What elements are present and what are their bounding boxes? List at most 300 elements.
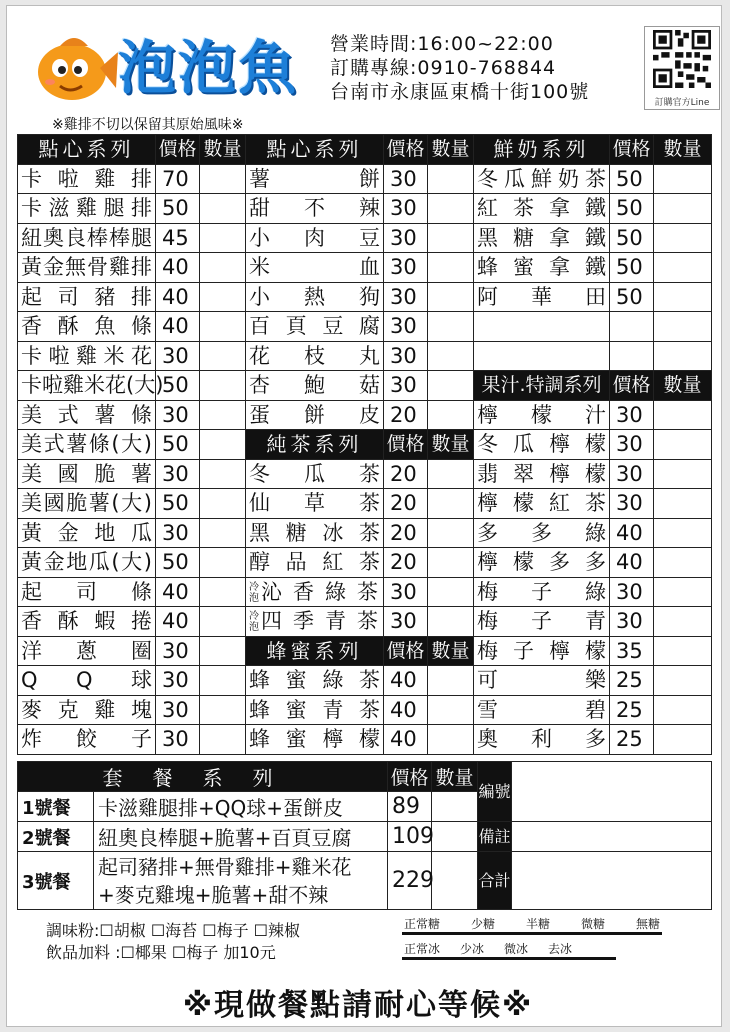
qty-field[interactable] xyxy=(428,164,474,194)
qty-field[interactable] xyxy=(654,253,712,283)
item-name-char: 瓜 xyxy=(504,166,525,191)
item-tag: 冷泡 xyxy=(249,611,259,634)
qty-field[interactable] xyxy=(200,725,246,755)
menu-item-name xyxy=(18,695,156,725)
qty-header: 數量 xyxy=(428,430,474,460)
item-name-char: 檸 xyxy=(549,432,570,457)
item-name-char: 大 xyxy=(134,373,156,398)
menu-item-price: 25 xyxy=(610,666,654,696)
business-hours: 營業時間:16:00~22:00 xyxy=(330,33,554,55)
item-name-text xyxy=(477,253,606,281)
item-name-char: 紅 xyxy=(322,550,344,575)
menu-item-price: 45 xyxy=(156,223,200,253)
menu-item-price: 30 xyxy=(610,430,654,460)
item-name-char: 小 xyxy=(249,284,270,309)
item-name-char: 不 xyxy=(304,196,325,221)
item-name-char: 無 xyxy=(65,255,86,280)
item-name-char: 餅 xyxy=(304,402,325,427)
qty-field[interactable] xyxy=(428,489,474,519)
ice-level-option[interactable]: 少冰 xyxy=(460,942,485,956)
item-name-char: 阿 xyxy=(477,284,498,309)
price-header: 價格 xyxy=(384,430,428,460)
item-name-char: 甜 xyxy=(249,196,270,221)
menu-item-price: 70 xyxy=(156,164,200,194)
menu-item-name xyxy=(18,312,156,342)
drink-topping-line[interactable]: 飲品加料 :☐椰果 ☐梅子 加10元 xyxy=(46,943,276,962)
item-name-char: 餅 xyxy=(359,166,380,191)
item-name-char: 起 xyxy=(21,579,42,604)
item-name-char: 頁 xyxy=(285,314,307,339)
item-name-char: 蜂 xyxy=(249,668,270,693)
item-name-char: 豆 xyxy=(359,225,380,250)
item-name-char: 茶 xyxy=(585,491,606,516)
menu-item-price: 30 xyxy=(384,223,428,253)
menu-item-price: 30 xyxy=(384,341,428,371)
item-name-text xyxy=(477,578,606,606)
item-name-char: 檬 xyxy=(513,491,534,516)
menu-item-price: 30 xyxy=(610,489,654,519)
qty-field[interactable] xyxy=(654,636,712,666)
item-name-char: 薯 xyxy=(94,402,116,427)
item-name-char: 杏 xyxy=(249,373,270,398)
menu-item-name xyxy=(246,371,384,401)
item-name-char: 大 xyxy=(121,491,143,516)
item-name-char: 起 xyxy=(21,284,42,309)
qty-field[interactable] xyxy=(654,194,712,224)
qty-field[interactable] xyxy=(200,312,246,342)
item-name-char: 碧 xyxy=(585,697,606,722)
qty-field[interactable] xyxy=(654,577,712,607)
item-name-char: 薯 xyxy=(130,461,152,486)
menu-item-price: 30 xyxy=(384,282,428,312)
qty-field[interactable] xyxy=(428,666,474,696)
combo-content: 卡滋雞腿排+QQ球+蛋餅皮 xyxy=(94,792,388,822)
price-header: 價格 xyxy=(156,135,200,165)
qty-field[interactable] xyxy=(428,577,474,607)
item-name-char: 冬 xyxy=(249,461,270,486)
item-name-char: 蜜 xyxy=(513,255,534,280)
item-name-char: 檬 xyxy=(358,727,380,752)
item-name-char: 茶 xyxy=(359,461,380,486)
qty-field[interactable] xyxy=(654,223,712,253)
qty-field[interactable] xyxy=(428,548,474,578)
item-name-char: 卡 xyxy=(21,373,42,398)
qty-field[interactable] xyxy=(200,430,246,460)
item-name-text xyxy=(477,548,606,576)
qr-caption: 訂購官方Line xyxy=(654,98,710,108)
column-header: 純茶系列 xyxy=(246,430,384,460)
item-name-text xyxy=(21,578,152,606)
item-name-char: 多 xyxy=(549,550,570,575)
item-name-text xyxy=(249,253,380,281)
qty-field[interactable] xyxy=(428,459,474,489)
qty-field[interactable] xyxy=(428,282,474,312)
item-name-char: 地 xyxy=(66,550,88,575)
item-name-char: 卡 xyxy=(21,343,42,368)
item-name-char: 田 xyxy=(585,284,606,309)
item-name-char: 薯 xyxy=(249,166,270,191)
menu-item-price: 20 xyxy=(384,400,428,430)
qty-field[interactable] xyxy=(428,312,474,342)
menu-row xyxy=(18,725,712,755)
item-name-char: 糖 xyxy=(285,520,307,545)
menu-item-name xyxy=(246,312,384,342)
item-name-char: 茶 xyxy=(357,579,378,604)
item-name-char: 奶 xyxy=(558,166,579,191)
item-name-char: 鐵 xyxy=(585,225,606,250)
menu-item-price: 50 xyxy=(156,430,200,460)
menu-row xyxy=(18,666,712,696)
item-name-char: 利 xyxy=(531,727,552,752)
item-name-text xyxy=(249,165,380,193)
menu-row xyxy=(18,341,712,371)
menu-item-price: 50 xyxy=(610,194,654,224)
item-name-char: 瓜 xyxy=(304,461,325,486)
item-name-text xyxy=(249,401,380,429)
item-name-char: 檬 xyxy=(585,638,606,663)
sugar-level-row[interactable] xyxy=(402,916,662,935)
item-name-char: 腿 xyxy=(131,225,152,250)
item-name-text xyxy=(477,637,606,665)
menu-item-name xyxy=(246,695,384,725)
item-name-char: 金 xyxy=(57,520,79,545)
menu-row xyxy=(18,636,712,666)
item-name-char: 檬 xyxy=(585,461,606,486)
qty-field[interactable] xyxy=(654,725,712,755)
item-name-char: 檸 xyxy=(549,638,570,663)
qty-field[interactable] xyxy=(200,459,246,489)
item-name-char: 克 xyxy=(57,697,79,722)
menu-item-price: 30 xyxy=(610,400,654,430)
total-label: 合計 xyxy=(478,852,512,910)
qty-field[interactable] xyxy=(428,223,474,253)
column-header: 蜂蜜系列 xyxy=(246,636,384,666)
qty-field[interactable] xyxy=(654,518,712,548)
footer-notice: ※現做餐點請耐心等候※ xyxy=(182,988,534,1023)
qty-field[interactable] xyxy=(428,725,474,755)
qty-field[interactable] xyxy=(654,164,712,194)
menu-item-price: 30 xyxy=(610,607,654,637)
item-name-char: 紅 xyxy=(477,196,498,221)
item-name-char: 條 xyxy=(130,402,152,427)
item-name-char: 豆 xyxy=(322,314,344,339)
qty-field[interactable] xyxy=(200,518,246,548)
seasoning-options[interactable] xyxy=(46,920,300,964)
item-name-char: 茶 xyxy=(358,520,380,545)
menu-item-price: 30 xyxy=(156,725,200,755)
item-name-char: 卡 xyxy=(21,196,42,221)
item-name-char: 狗 xyxy=(359,284,380,309)
qty-field[interactable] xyxy=(654,400,712,430)
qty-field[interactable] xyxy=(200,282,246,312)
order-no-field[interactable] xyxy=(512,762,712,822)
item-name-char: 拿 xyxy=(549,196,570,221)
qty-field[interactable] xyxy=(654,489,712,519)
menu-item-name xyxy=(246,253,384,283)
menu-item-name xyxy=(246,341,384,371)
sugar-level-option[interactable]: 半糖 xyxy=(525,917,550,931)
menu-row xyxy=(18,223,712,253)
menu-item-name xyxy=(18,253,156,283)
item-name-char: 棒 xyxy=(87,225,108,250)
menu-item-price: 30 xyxy=(384,253,428,283)
item-name-char: 啦 xyxy=(42,373,63,398)
item-name-char: 式 xyxy=(57,402,79,427)
item-name-char: 排 xyxy=(131,196,152,221)
total-field[interactable] xyxy=(512,852,712,910)
item-name-char: 條 xyxy=(130,314,152,339)
line-qr-code[interactable] xyxy=(644,26,720,110)
item-name-char: 檸 xyxy=(477,402,498,427)
item-name-char: 樂 xyxy=(585,668,606,693)
menu-item-price: 30 xyxy=(156,518,200,548)
ice-level-option[interactable]: 微冰 xyxy=(504,942,529,956)
item-name-char: 蔥 xyxy=(76,638,97,663)
item-name-char: 司 xyxy=(76,579,97,604)
qty-field[interactable] xyxy=(200,636,246,666)
menu-item-name xyxy=(246,194,384,224)
qty-field[interactable] xyxy=(428,607,474,637)
seasoning-powder-line[interactable]: 調味粉:☐胡椒 ☐海苔 ☐梅子 ☐辣椒 xyxy=(46,921,301,940)
ice-level-option[interactable]: 去冰 xyxy=(548,942,573,956)
remarks-field[interactable] xyxy=(512,822,712,852)
menu-row xyxy=(18,282,712,312)
menu-item-price: 30 xyxy=(156,666,200,696)
qty-field[interactable] xyxy=(200,194,246,224)
item-name-char: 啦 xyxy=(57,166,79,191)
menu-item-price: 50 xyxy=(156,194,200,224)
item-name-char: 汁 xyxy=(585,402,606,427)
qty-field[interactable] xyxy=(200,223,246,253)
item-name-char: 紐 xyxy=(21,225,42,250)
qty-field[interactable] xyxy=(428,400,474,430)
qty-field[interactable] xyxy=(200,607,246,637)
sugar-level-option[interactable]: 正常糖 xyxy=(404,917,441,931)
item-name-char: ) xyxy=(143,432,152,457)
item-name-char: 蜂 xyxy=(249,727,270,752)
sugar-level-option[interactable]: 微糖 xyxy=(580,917,605,931)
item-name-char: 沁 xyxy=(261,579,282,604)
item-name-char: 皮 xyxy=(359,402,380,427)
item-name-char: 黑 xyxy=(477,225,498,250)
item-name-char: 子 xyxy=(131,727,152,752)
menu-item-price: 30 xyxy=(384,164,428,194)
item-name-char: 黃 xyxy=(21,520,42,545)
item-name-char: 茶 xyxy=(357,609,378,634)
item-name-text xyxy=(21,548,152,576)
menu-item-name xyxy=(474,489,610,519)
menu-item-price: 40 xyxy=(384,695,428,725)
combo-qty-field[interactable] xyxy=(432,822,478,852)
item-name-char: 球 xyxy=(131,668,152,693)
item-name-text xyxy=(261,578,378,606)
menu-item-price: 20 xyxy=(384,489,428,519)
item-name-char: 品 xyxy=(285,550,307,575)
ice-level-row[interactable] xyxy=(402,941,616,960)
qty-field[interactable] xyxy=(200,400,246,430)
item-name-text xyxy=(477,607,606,635)
qty-field[interactable] xyxy=(428,371,474,401)
menu-row xyxy=(18,312,712,342)
item-name-char: 式 xyxy=(43,432,65,457)
item-name-char: 多 xyxy=(585,550,606,575)
price-header: 價格 xyxy=(384,636,428,666)
item-name-char: 仙 xyxy=(249,491,270,516)
item-name-text xyxy=(477,224,606,252)
menu-item-name xyxy=(246,223,384,253)
item-name-char: 梅 xyxy=(477,609,498,634)
qty-field[interactable] xyxy=(200,253,246,283)
item-name-text xyxy=(21,725,152,753)
item-name-char: 檬 xyxy=(585,432,606,457)
order-no-label: 編號 xyxy=(478,762,512,822)
menu-item-price: 30 xyxy=(384,577,428,607)
item-name-char: 酥 xyxy=(57,609,79,634)
item-name-char: 麥 xyxy=(21,697,42,722)
qty-field[interactable] xyxy=(428,695,474,725)
qty-field[interactable] xyxy=(200,371,246,401)
qty-field[interactable] xyxy=(200,489,246,519)
order-phone: 訂購專線:0910-768844 xyxy=(330,57,557,79)
qty-field[interactable] xyxy=(200,695,246,725)
menu-row xyxy=(18,577,712,607)
qty-field[interactable] xyxy=(200,548,246,578)
item-name-char: 香 xyxy=(293,579,314,604)
item-name-char: 梅 xyxy=(477,579,498,604)
column-header: 鮮奶系列 xyxy=(474,135,610,165)
qty-field[interactable] xyxy=(428,253,474,283)
menu-item-name xyxy=(474,636,610,666)
item-name-char: 檬 xyxy=(513,550,534,575)
item-name-text xyxy=(249,371,380,399)
item-name-char: 蝦 xyxy=(94,609,116,634)
item-name-char: 子 xyxy=(531,609,552,634)
qty-field[interactable] xyxy=(200,666,246,696)
item-name-text xyxy=(477,519,606,547)
menu-item-name xyxy=(246,489,384,519)
item-name-char: 黑 xyxy=(249,520,270,545)
menu-item-price: 50 xyxy=(610,253,654,283)
sugar-level-option[interactable]: 少糖 xyxy=(470,917,495,931)
qty-field[interactable] xyxy=(654,607,712,637)
combo-header: 套餐系列 xyxy=(18,762,388,792)
item-name-char: ) xyxy=(155,373,164,398)
menu-row xyxy=(18,548,712,578)
item-name-char: 綠 xyxy=(585,520,606,545)
item-name-char: 菇 xyxy=(359,373,380,398)
item-name-char: ( xyxy=(126,373,135,398)
menu-item-name xyxy=(18,223,156,253)
menu-body xyxy=(18,135,712,755)
sugar-level-option[interactable]: 無糖 xyxy=(635,917,660,931)
item-name-text xyxy=(249,696,380,724)
menu-item-name xyxy=(474,164,610,194)
qty-field[interactable] xyxy=(654,695,712,725)
combo-qty-field[interactable] xyxy=(432,792,478,822)
qty-field[interactable] xyxy=(654,282,712,312)
item-name-text xyxy=(249,489,380,517)
item-name-char: 脆 xyxy=(66,491,88,516)
empty-cell xyxy=(474,312,610,342)
item-name-char: 茶 xyxy=(358,550,380,575)
qty-field[interactable] xyxy=(654,548,712,578)
item-name-char: 紅 xyxy=(549,491,570,516)
menu-item-name xyxy=(474,194,610,224)
menu-item-name xyxy=(474,282,610,312)
item-name-char: 酥 xyxy=(57,314,79,339)
item-name-char: 棒 xyxy=(109,225,130,250)
item-name-text xyxy=(477,725,606,753)
header xyxy=(18,22,718,117)
item-name-char: 多 xyxy=(585,727,606,752)
qty-field[interactable] xyxy=(428,518,474,548)
menu-item-price: 40 xyxy=(156,312,200,342)
item-name-char: 薯 xyxy=(88,491,110,516)
item-name-text xyxy=(21,607,152,635)
item-name-char: 多 xyxy=(531,520,552,545)
item-name-char: 糖 xyxy=(513,225,534,250)
combo-qty-field[interactable] xyxy=(432,852,478,910)
item-name-char: 美 xyxy=(21,491,42,516)
item-tag: 冷泡 xyxy=(249,581,259,604)
qty-field[interactable] xyxy=(428,194,474,224)
item-name-char: 地 xyxy=(94,520,116,545)
item-name-char: 茶 xyxy=(359,491,380,516)
item-name-char: 茶 xyxy=(513,196,534,221)
menu-row xyxy=(18,164,712,194)
item-name-char: 拿 xyxy=(549,255,570,280)
item-name-text xyxy=(21,194,152,222)
item-name-text xyxy=(21,519,152,547)
item-name-char: 鮮 xyxy=(531,166,552,191)
item-name-text xyxy=(477,165,606,193)
column-header: 點心系列 xyxy=(246,135,384,165)
qty-field[interactable] xyxy=(654,666,712,696)
item-name-char: 條 xyxy=(88,432,110,457)
item-name-char: 雞 xyxy=(109,255,130,280)
item-name-char: 鮑 xyxy=(304,373,325,398)
item-name-char: 排 xyxy=(131,255,152,280)
item-name-char: 綠 xyxy=(322,668,344,693)
item-name-char: 青 xyxy=(322,697,344,722)
qty-field[interactable] xyxy=(654,459,712,489)
qty-field[interactable] xyxy=(200,577,246,607)
qty-field[interactable] xyxy=(200,164,246,194)
qty-field[interactable] xyxy=(428,341,474,371)
item-name-char: ( xyxy=(111,491,120,516)
item-name-text xyxy=(249,194,380,222)
empty-cell xyxy=(610,341,654,371)
menu-item-name xyxy=(474,666,610,696)
menu-item-price: 30 xyxy=(384,312,428,342)
qty-field[interactable] xyxy=(654,430,712,460)
empty-cell xyxy=(610,312,654,342)
menu-row xyxy=(18,518,712,548)
menu-row xyxy=(18,489,712,519)
item-name-char: 百 xyxy=(249,314,270,339)
menu-item-name xyxy=(246,459,384,489)
combo-price-header: 價格 xyxy=(388,762,432,792)
ice-level-option[interactable]: 正常冰 xyxy=(404,942,441,956)
menu-item-price: 40 xyxy=(156,577,200,607)
menu-item-price: 20 xyxy=(384,548,428,578)
menu-item-name xyxy=(474,577,610,607)
item-name-char: 薯 xyxy=(66,432,88,457)
shop-info xyxy=(330,32,630,104)
menu-item-name xyxy=(246,548,384,578)
item-name-text xyxy=(21,460,152,488)
qty-field[interactable] xyxy=(200,341,246,371)
